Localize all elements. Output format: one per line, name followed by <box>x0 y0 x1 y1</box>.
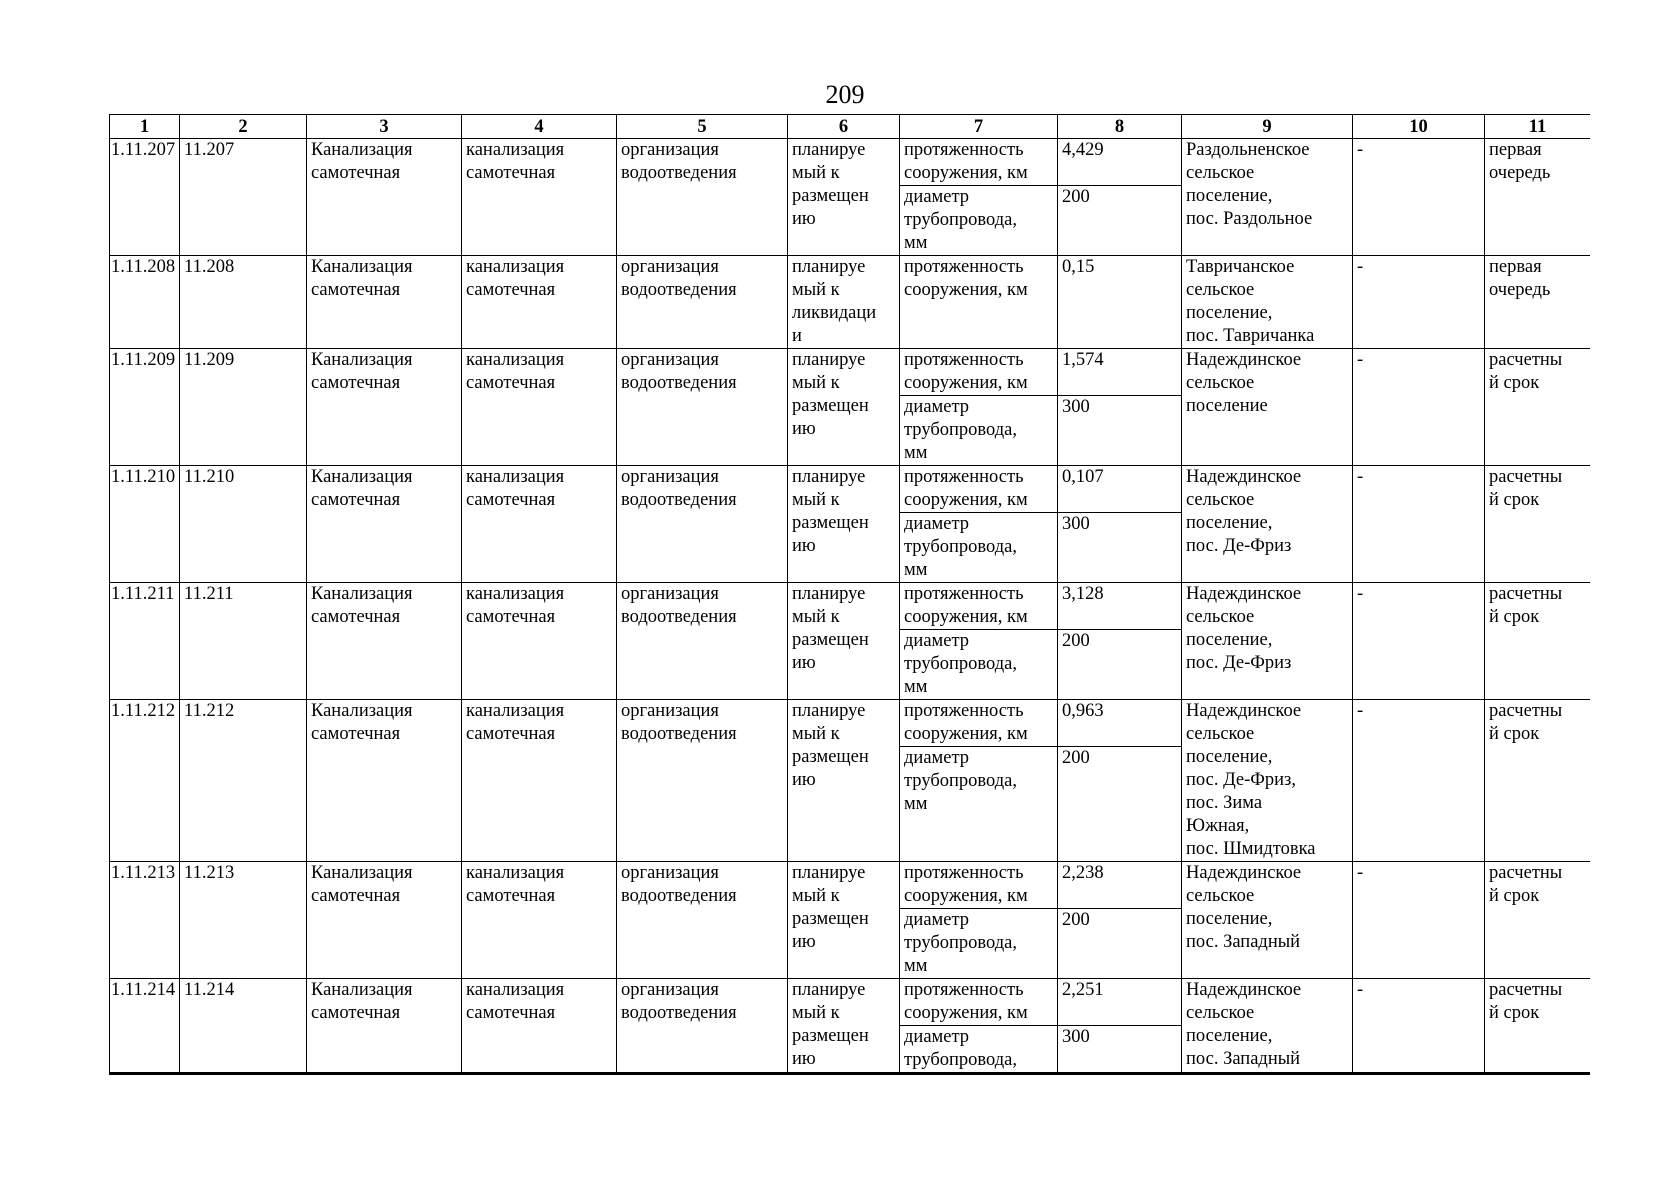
object-purpose-line: водоотведения <box>621 724 737 744</box>
object-location-line: сельское <box>1186 724 1255 744</box>
parameter-name-line: трубопровода, <box>904 771 1017 791</box>
parameter-name <box>900 396 1058 466</box>
column-header: 9 <box>1182 115 1353 139</box>
object-purpose-line: водоотведения <box>621 163 737 183</box>
implementation-stage-line: расчетны <box>1489 350 1563 370</box>
object-type-line: канализация <box>466 584 565 604</box>
object-status-line: планируе <box>792 257 866 277</box>
object-name <box>307 139 462 256</box>
object-type-line: канализация <box>466 863 565 883</box>
object-status-line: ликвидаци <box>792 303 877 323</box>
object-location-line: Надеждинское <box>1186 701 1302 721</box>
object-type-line: самотечная <box>466 607 556 627</box>
object-purpose-line: водоотведения <box>621 373 737 393</box>
object-status <box>788 979 900 1073</box>
row-code-short: 11.211 <box>180 583 307 700</box>
object-purpose-line: организация <box>621 257 719 277</box>
object-location-line: поселение, <box>1186 513 1273 533</box>
row-code-short: 11.208 <box>180 256 307 349</box>
parameter-name-line: сооружения, км <box>904 724 1028 744</box>
object-purpose-line: организация <box>621 584 719 604</box>
object-type-line: самотечная <box>466 886 556 906</box>
object-type-line: самотечная <box>466 163 556 183</box>
object-purpose-line: организация <box>621 863 719 883</box>
object-location-line: пос. Зима <box>1186 793 1263 813</box>
object-status-line: мый к <box>792 373 840 393</box>
object-purpose-line: водоотведения <box>621 607 737 627</box>
object-name-line: Канализация <box>311 350 413 370</box>
object-location-line: Надеждинское <box>1186 467 1302 487</box>
object-name-line: Канализация <box>311 257 413 277</box>
parameter-name <box>900 466 1058 513</box>
object-type-line: самотечная <box>466 280 556 300</box>
object-name-line: Канализация <box>311 140 413 160</box>
object-name-line: самотечная <box>311 1003 401 1023</box>
parameter-name <box>900 139 1058 186</box>
parameter-name <box>900 979 1058 1026</box>
object-location-line: Раздольненское <box>1186 140 1310 160</box>
object-name <box>307 466 462 583</box>
object-type-line: самотечная <box>466 373 556 393</box>
object-purpose-line: водоотведения <box>621 886 737 906</box>
object-purpose-line: водоотведения <box>621 1003 737 1023</box>
object-status-line: планируе <box>792 584 866 604</box>
row-code-full: 1.11.212 <box>110 700 180 862</box>
table-row <box>110 700 1591 747</box>
object-name-line: самотечная <box>311 724 401 744</box>
object-type-line: самотечная <box>466 724 556 744</box>
parameter-name-line: протяженность <box>904 584 1024 604</box>
object-purpose <box>617 466 788 583</box>
object-status-line: ию <box>792 419 816 439</box>
object-location-line: пос. Тавричанка <box>1186 326 1315 346</box>
header-row <box>110 115 1591 139</box>
object-status <box>788 139 900 256</box>
row-code-full: 1.11.209 <box>110 349 180 466</box>
object-location-line: сельское <box>1186 607 1255 627</box>
parameter-name-line: мм <box>904 233 928 253</box>
object-location-line: пос. Шмидтовка <box>1186 839 1316 859</box>
object-status-line: мый к <box>792 1003 840 1023</box>
object-location-line: сельское <box>1186 373 1255 393</box>
parameter-value: 2,238 <box>1058 862 1182 909</box>
parameter-name-line: диаметр <box>904 910 970 930</box>
object-status-line: мый к <box>792 280 840 300</box>
object-status <box>788 583 900 700</box>
column-header: 4 <box>462 115 617 139</box>
parameter-name <box>900 1026 1058 1073</box>
parameter-name <box>900 630 1058 700</box>
parameter-name-line: трубопровода, <box>904 654 1017 674</box>
object-status-line: размещен <box>792 1026 869 1046</box>
parameter-value: 300 <box>1058 396 1182 466</box>
parameter-name-line: сооружения, км <box>904 607 1028 627</box>
parameter-name-line: трубопровода, <box>904 210 1017 230</box>
object-status-line: размещен <box>792 630 869 650</box>
object-status-line: ию <box>792 536 816 556</box>
object-purpose <box>617 979 788 1073</box>
parameter-name-line: трубопровода, <box>904 537 1017 557</box>
column-10-value: - <box>1353 979 1485 1073</box>
row-code-full: 1.11.214 <box>110 979 180 1073</box>
row-code-full: 1.11.207 <box>110 139 180 256</box>
object-status <box>788 466 900 583</box>
object-location-line: Надеждинское <box>1186 350 1302 370</box>
implementation-stage-line: первая <box>1489 140 1542 160</box>
parameter-name-line: трубопровода, <box>904 420 1017 440</box>
parameter-name <box>900 583 1058 630</box>
implementation-stage-line: й срок <box>1489 886 1540 906</box>
object-status-line: мый к <box>792 724 840 744</box>
parameter-name <box>900 256 1058 349</box>
column-header: 8 <box>1058 115 1182 139</box>
object-name-line: самотечная <box>311 373 401 393</box>
object-purpose <box>617 256 788 349</box>
table-row <box>110 349 1591 396</box>
row-code-short: 11.212 <box>180 700 307 862</box>
parameter-name-line: трубопровода, <box>904 933 1017 953</box>
object-location <box>1182 583 1353 700</box>
column-header: 3 <box>307 115 462 139</box>
object-status-line: размещен <box>792 396 869 416</box>
parameter-name-line: мм <box>904 560 928 580</box>
column-header: 2 <box>180 115 307 139</box>
page-number: 209 <box>825 80 865 109</box>
parameter-name-line: диаметр <box>904 397 970 417</box>
object-name-line: Канализация <box>311 701 413 721</box>
parameter-name-line: протяженность <box>904 467 1024 487</box>
object-status-line: размещен <box>792 909 869 929</box>
object-location <box>1182 979 1353 1073</box>
object-name <box>307 256 462 349</box>
implementation-stage <box>1485 349 1591 466</box>
parameter-name-line: сооружения, км <box>904 1003 1028 1023</box>
parameter-name <box>900 349 1058 396</box>
parameter-name-line: протяженность <box>904 863 1024 883</box>
object-type <box>462 700 617 862</box>
object-type <box>462 256 617 349</box>
parameter-name-line: диаметр <box>904 748 970 768</box>
object-location-line: поселение, <box>1186 1026 1273 1046</box>
implementation-stage <box>1485 862 1591 979</box>
object-location-line: пос. Западный <box>1186 932 1301 952</box>
object-name-line: Канализация <box>311 980 413 1000</box>
implementation-stage-line: расчетны <box>1489 863 1563 883</box>
object-location-line: сельское <box>1186 886 1255 906</box>
object-purpose <box>617 139 788 256</box>
object-status-line: ию <box>792 932 816 952</box>
object-status <box>788 349 900 466</box>
object-type <box>462 583 617 700</box>
object-location-line: пос. Раздольное <box>1186 209 1313 229</box>
implementation-stage-line: й срок <box>1489 1003 1540 1023</box>
object-type <box>462 349 617 466</box>
implementation-stage <box>1485 583 1591 700</box>
column-header: 7 <box>900 115 1058 139</box>
object-status-line: мый к <box>792 607 840 627</box>
parameter-name-line: сооружения, км <box>904 373 1028 393</box>
object-status-line: мый к <box>792 490 840 510</box>
object-type-line: канализация <box>466 701 565 721</box>
object-type <box>462 466 617 583</box>
parameter-name-line: мм <box>904 956 928 976</box>
object-name-line: самотечная <box>311 163 401 183</box>
parameter-value: 200 <box>1058 186 1182 256</box>
row-code-full: 1.11.213 <box>110 862 180 979</box>
object-location <box>1182 700 1353 862</box>
row-code-short: 11.209 <box>180 349 307 466</box>
object-status-line: и <box>792 326 802 346</box>
parameter-value: 4,429 <box>1058 139 1182 186</box>
object-name-line: самотечная <box>311 607 401 627</box>
parameter-name <box>900 186 1058 256</box>
column-10-value: - <box>1353 349 1485 466</box>
column-header: 1 <box>110 115 180 139</box>
object-location-line: поселение, <box>1186 909 1273 929</box>
object-location <box>1182 139 1353 256</box>
implementation-stage-line: й срок <box>1489 607 1540 627</box>
table-row <box>110 583 1591 630</box>
implementation-stage-line: й срок <box>1489 490 1540 510</box>
object-status-line: мый к <box>792 886 840 906</box>
implementation-stage-line: расчетны <box>1489 980 1563 1000</box>
object-status-line: размещен <box>792 186 869 206</box>
object-location-line: поселение, <box>1186 303 1273 323</box>
object-location-line: поселение, <box>1186 630 1273 650</box>
object-purpose-line: организация <box>621 467 719 487</box>
parameter-value: 200 <box>1058 909 1182 979</box>
parameter-name <box>900 862 1058 909</box>
parameter-value: 300 <box>1058 1026 1182 1073</box>
parameter-name-line: диаметр <box>904 187 970 207</box>
row-code-full: 1.11.210 <box>110 466 180 583</box>
table-row <box>110 139 1591 186</box>
object-purpose <box>617 862 788 979</box>
parameter-name-line: протяженность <box>904 980 1024 1000</box>
table-row <box>110 466 1591 513</box>
object-purpose <box>617 349 788 466</box>
object-status-line: планируе <box>792 980 866 1000</box>
object-location-line: поселение <box>1186 396 1268 416</box>
column-10-value: - <box>1353 862 1485 979</box>
table-container <box>109 114 1590 1075</box>
implementation-stage-line: й срок <box>1489 373 1540 393</box>
implementation-stage-line: й срок <box>1489 724 1540 744</box>
object-status-line: ию <box>792 209 816 229</box>
object-location-line: сельское <box>1186 1003 1255 1023</box>
parameter-value: 0,963 <box>1058 700 1182 747</box>
object-status-line: размещен <box>792 747 869 767</box>
object-location-line: пос. Де-Фриз <box>1186 536 1292 556</box>
object-type-line: самотечная <box>466 1003 556 1023</box>
parameter-name-line: мм <box>904 677 928 697</box>
column-10-value: - <box>1353 700 1485 862</box>
object-location-line: сельское <box>1186 163 1255 183</box>
object-location-line: Южная, <box>1186 816 1250 836</box>
object-status-line: ию <box>792 653 816 673</box>
parameter-value: 0,15 <box>1058 256 1182 349</box>
parameter-value: 3,128 <box>1058 583 1182 630</box>
parameter-name-line: сооружения, км <box>904 490 1028 510</box>
object-location-line: поселение, <box>1186 186 1273 206</box>
object-location <box>1182 466 1353 583</box>
parameter-value: 0,107 <box>1058 466 1182 513</box>
object-location <box>1182 862 1353 979</box>
object-type-line: канализация <box>466 467 565 487</box>
object-location-line: пос. Западный <box>1186 1049 1301 1069</box>
object-purpose <box>617 700 788 862</box>
column-header: 11 <box>1485 115 1591 139</box>
object-name-line: самотечная <box>311 886 401 906</box>
object-name-line: Канализация <box>311 584 413 604</box>
implementation-stage-line: первая <box>1489 257 1542 277</box>
row-code-short: 11.213 <box>180 862 307 979</box>
implementation-stage-line: очередь <box>1489 163 1551 183</box>
table-row <box>110 256 1591 349</box>
parameter-name-line: диаметр <box>904 631 970 651</box>
column-header: 6 <box>788 115 900 139</box>
implementation-stage <box>1485 139 1591 256</box>
parameter-value: 1,574 <box>1058 349 1182 396</box>
implementation-stage <box>1485 256 1591 349</box>
column-header: 5 <box>617 115 788 139</box>
object-type <box>462 979 617 1073</box>
implementation-stage-line: расчетны <box>1489 584 1563 604</box>
column-header: 10 <box>1353 115 1485 139</box>
object-purpose-line: водоотведения <box>621 280 737 300</box>
object-location-line: пос. Де-Фриз <box>1186 653 1292 673</box>
data-table <box>109 114 1590 1073</box>
object-status-line: планируе <box>792 701 866 721</box>
implementation-stage-line: очередь <box>1489 280 1551 300</box>
object-status <box>788 700 900 862</box>
object-status-line: мый к <box>792 163 840 183</box>
parameter-value: 200 <box>1058 630 1182 700</box>
parameter-name-line: протяженность <box>904 140 1024 160</box>
object-location-line: пос. Де-Фриз, <box>1186 770 1296 790</box>
object-purpose-line: организация <box>621 350 719 370</box>
implementation-stage-line: расчетны <box>1489 467 1563 487</box>
object-name <box>307 979 462 1073</box>
parameter-name <box>900 747 1058 862</box>
parameter-name-line: диаметр <box>904 1027 970 1047</box>
object-status-line: планируе <box>792 863 866 883</box>
object-status-line: планируе <box>792 467 866 487</box>
parameter-name-line: протяженность <box>904 350 1024 370</box>
parameter-name-line: протяженность <box>904 701 1024 721</box>
object-purpose-line: организация <box>621 980 719 1000</box>
parameter-name-line: мм <box>904 794 928 814</box>
implementation-stage-line: расчетны <box>1489 701 1563 721</box>
object-type-line: канализация <box>466 980 565 1000</box>
object-type-line: самотечная <box>466 490 556 510</box>
row-code-short: 11.207 <box>180 139 307 256</box>
object-status <box>788 256 900 349</box>
parameter-name-line: сооружения, км <box>904 163 1028 183</box>
column-10-value: - <box>1353 466 1485 583</box>
object-location-line: сельское <box>1186 280 1255 300</box>
object-status-line: планируе <box>792 350 866 370</box>
column-10-value: - <box>1353 583 1485 700</box>
object-name <box>307 700 462 862</box>
parameter-value: 2,251 <box>1058 979 1182 1026</box>
object-type-line: канализация <box>466 257 565 277</box>
column-10-value: - <box>1353 139 1485 256</box>
object-purpose <box>617 583 788 700</box>
parameter-name <box>900 700 1058 747</box>
object-purpose-line: водоотведения <box>621 490 737 510</box>
table-row <box>110 979 1591 1026</box>
parameter-name-line: протяженность <box>904 257 1024 277</box>
column-10-value: - <box>1353 256 1485 349</box>
row-code-short: 11.210 <box>180 466 307 583</box>
object-location-line: поселение, <box>1186 747 1273 767</box>
row-code-short: 11.214 <box>180 979 307 1073</box>
parameter-value: 300 <box>1058 513 1182 583</box>
object-name-line: Канализация <box>311 863 413 883</box>
row-code-full: 1.11.208 <box>110 256 180 349</box>
implementation-stage <box>1485 466 1591 583</box>
parameter-name-line: сооружения, км <box>904 280 1028 300</box>
object-name <box>307 862 462 979</box>
object-purpose-line: организация <box>621 701 719 721</box>
object-name <box>307 583 462 700</box>
table-body <box>110 115 1591 1073</box>
object-location-line: Надеждинское <box>1186 980 1302 1000</box>
object-location-line: Надеждинское <box>1186 584 1302 604</box>
object-location <box>1182 349 1353 466</box>
parameter-name <box>900 909 1058 979</box>
object-name <box>307 349 462 466</box>
object-status <box>788 862 900 979</box>
object-name-line: самотечная <box>311 280 401 300</box>
object-type-line: канализация <box>466 140 565 160</box>
object-location <box>1182 256 1353 349</box>
implementation-stage <box>1485 979 1591 1073</box>
object-name-line: самотечная <box>311 490 401 510</box>
object-type-line: канализация <box>466 350 565 370</box>
parameter-name-line: диаметр <box>904 514 970 534</box>
parameter-value: 200 <box>1058 747 1182 862</box>
object-type <box>462 862 617 979</box>
parameter-name-line: трубопровода, <box>904 1050 1017 1070</box>
object-purpose-line: организация <box>621 140 719 160</box>
object-status-line: планируе <box>792 140 866 160</box>
object-name-line: Канализация <box>311 467 413 487</box>
object-location-line: сельское <box>1186 490 1255 510</box>
parameter-name-line: сооружения, км <box>904 886 1028 906</box>
object-location-line: Тавричанское <box>1186 257 1295 277</box>
object-status-line: ию <box>792 1049 816 1069</box>
object-type <box>462 139 617 256</box>
object-status-line: ию <box>792 770 816 790</box>
implementation-stage <box>1485 700 1591 862</box>
parameter-name <box>900 513 1058 583</box>
parameter-name-line: мм <box>904 443 928 463</box>
object-status-line: размещен <box>792 513 869 533</box>
table-row <box>110 862 1591 909</box>
row-code-full: 1.11.211 <box>110 583 180 700</box>
object-location-line: Надеждинское <box>1186 863 1302 883</box>
